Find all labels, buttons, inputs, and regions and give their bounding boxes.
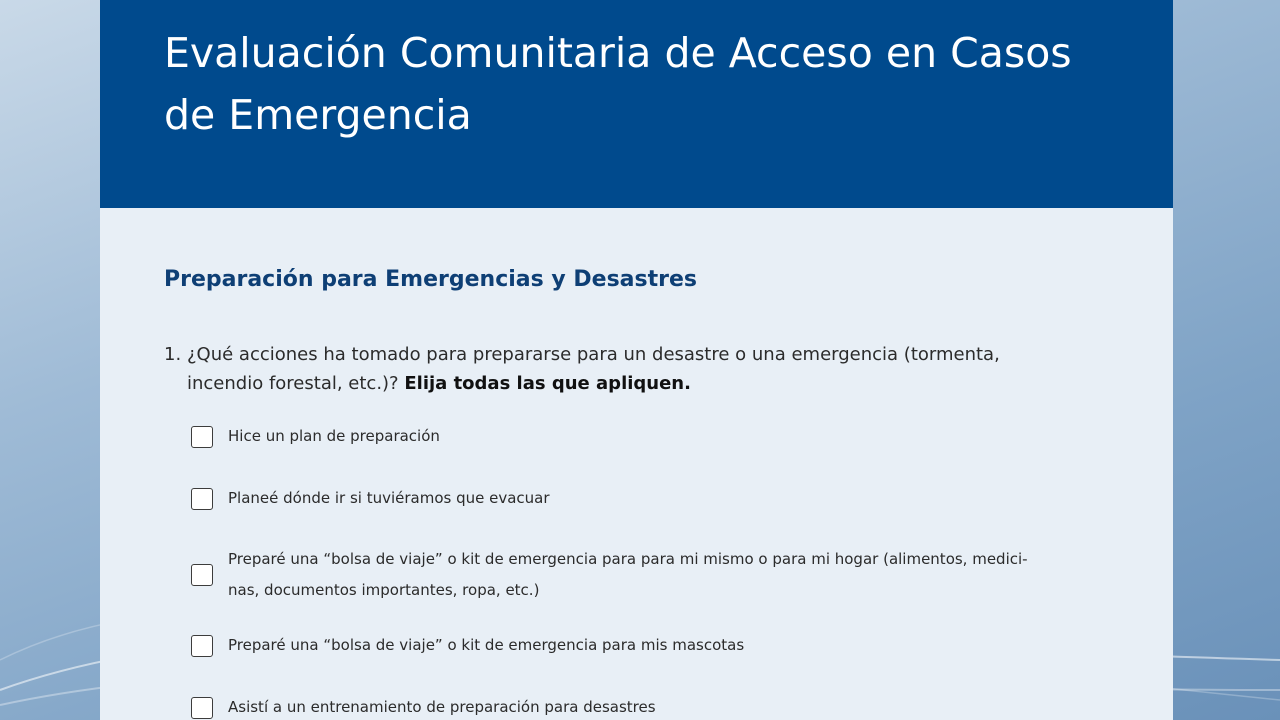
checkbox[interactable] <box>191 426 213 448</box>
question-text: ¿Qué acciones ha tomado para prepararse para un desastre o una emergencia (tormenta, incendio forestal, etc.)? <box>187 344 1000 394</box>
option-plan-evacuacion[interactable] <box>191 483 1071 514</box>
option-label: Planeé dónde ir si tuviéramos que evacuar <box>228 489 550 507</box>
checkbox[interactable] <box>191 488 213 510</box>
option-label: Preparé una “bolsa de viaje” o kit de emergencia para para mi mismo o para mi hogar (alimentos, medicinas, documentos importantes, ropa, etc.) <box>228 550 1028 599</box>
question-instruction: Elija todas las que apliquen. <box>404 373 691 394</box>
option-label: Asistí a un entrenamiento de preparación para desastres <box>228 698 656 716</box>
option-kit-emergencia-mascotas[interactable] <box>191 630 1071 661</box>
checkbox[interactable] <box>191 564 213 586</box>
checkbox[interactable] <box>191 697 213 719</box>
question-text-wrapper <box>187 340 1064 398</box>
option-kit-emergencia-hogar[interactable] <box>191 544 1051 606</box>
question-number: 1. <box>164 344 182 365</box>
option-label: Preparé una “bolsa de viaje” o kit de emergencia para mis mascotas <box>228 636 745 654</box>
checkbox[interactable] <box>191 635 213 657</box>
option-entrenamiento-desastres[interactable] <box>191 692 1071 720</box>
option-plan-preparacion[interactable] <box>191 421 1071 452</box>
section-title: Preparación para Emergencias y Desastres <box>164 267 697 292</box>
form-title: Evaluación Comunitaria de Acceso en Casos de Emergencia <box>164 29 1072 139</box>
question-1 <box>164 340 1064 398</box>
option-label: Hice un plan de preparación <box>228 427 440 445</box>
form-header <box>100 0 1173 208</box>
form-card <box>100 0 1173 720</box>
